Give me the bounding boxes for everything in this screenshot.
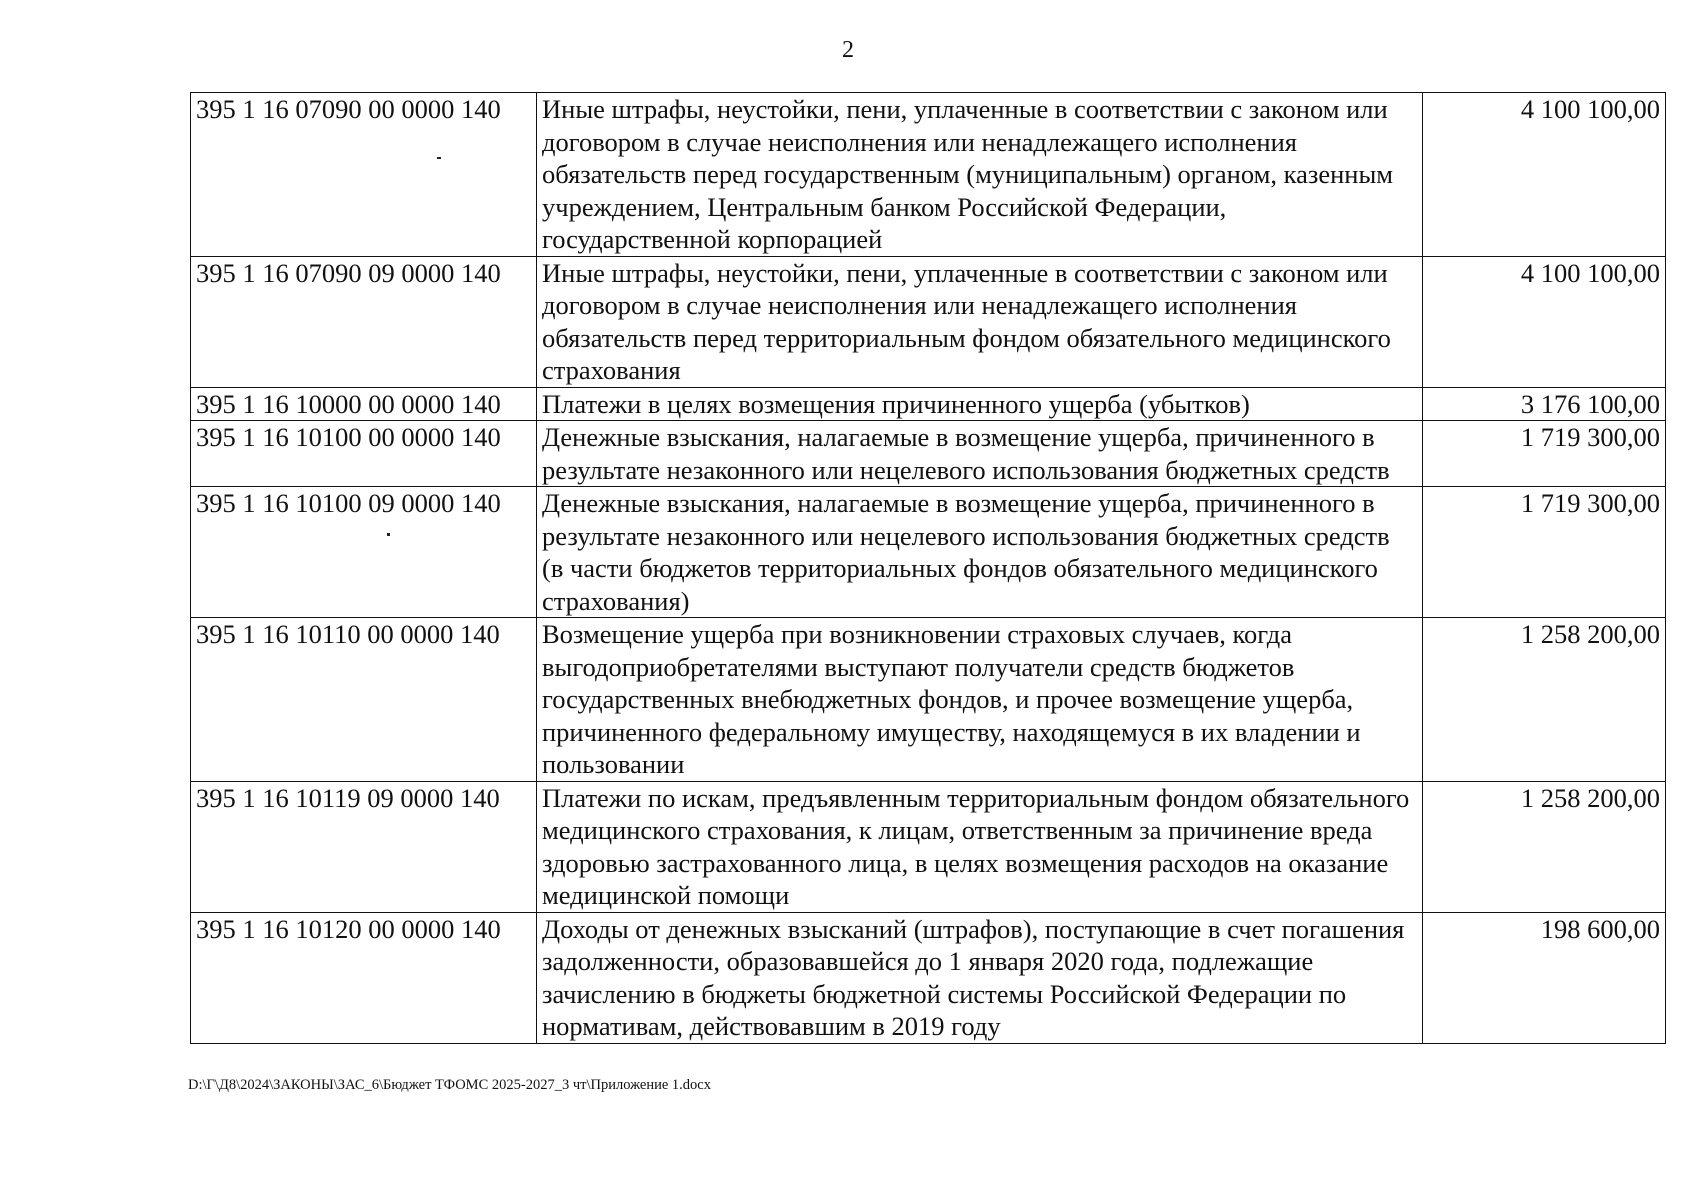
table-row <box>191 421 1666 487</box>
income-code: 395 1 16 10120 00 0000 140 <box>196 913 501 944</box>
amount-cell: 1 719 300,00 <box>1423 487 1666 618</box>
income-code-cell <box>191 912 537 1043</box>
amount-cell: 4 100 100,00 <box>1423 93 1666 257</box>
income-code-cell <box>191 487 537 618</box>
table-row <box>191 618 1666 782</box>
scan-speck <box>387 533 390 536</box>
scan-speck <box>437 157 441 159</box>
document-file-path: D:\Г\Д8\2024\ЗАКОНЫ\ЗАС_6\Бюджет ТФОМС 2025-2027_3 чт\Приложение 1.docx <box>188 1077 711 1093</box>
budget-income-table <box>190 92 1666 1044</box>
table-row <box>191 93 1666 257</box>
income-name-cell: Платежи по искам, предъявленным территориальным фондом обязательного медицинского страхования, к лицам, ответственным за причинение вреда здоровью застрахованного лица, в целях возмещения расходов на оказание медицинской помощи <box>537 781 1423 912</box>
income-code-cell <box>191 781 537 912</box>
amount-cell: 3 176 100,00 <box>1423 387 1666 421</box>
amount-cell: 1 258 200,00 <box>1423 618 1666 782</box>
income-code: 395 1 16 07090 09 0000 140 <box>196 257 501 288</box>
amount-cell: 198 600,00 <box>1423 912 1666 1043</box>
income-name-cell: Иные штрафы, неустойки, пени, уплаченные в соответствии с законом или договором в случае неисполнения или ненадлежащего исполнения обязательств перед государственным (муниципальным) органом, казенным учреждением, Центральным банком Российской Федерации, государственной корпорацией <box>537 93 1423 257</box>
income-code: 395 1 16 10100 09 0000 140 <box>196 488 501 518</box>
amount-cell: 1 719 300,00 <box>1423 421 1666 487</box>
income-code: 395 1 16 10119 09 0000 140 <box>196 782 500 813</box>
income-code: 395 1 16 10000 00 0000 140 <box>196 388 501 419</box>
income-code: 395 1 16 10100 00 0000 140 <box>196 422 501 452</box>
income-name-cell: Платежи в целях возмещения причиненного ущерба (убытков) <box>537 387 1423 421</box>
income-name-cell: Доходы от денежных взысканий (штрафов), поступающие в счет погашения задолженности, образовавшейся до 1 января 2020 года, подлежащие зачислению в бюджеты бюджетной системы Российской Федерации по нормативам, действовавшим в 2019 году <box>537 912 1423 1043</box>
amount-cell: 4 100 100,00 <box>1423 256 1666 387</box>
table-row <box>191 487 1666 618</box>
income-code-cell <box>191 93 537 257</box>
table-row <box>191 912 1666 1043</box>
income-name-cell: Денежные взыскания, налагаемые в возмещение ущерба, причиненного в результате незаконного или нецелевого использования бюджетных средств <box>537 421 1423 487</box>
income-code-cell <box>191 421 537 487</box>
table-row <box>191 387 1666 421</box>
income-code-cell <box>191 256 537 387</box>
income-name-cell: Денежные взыскания, налагаемые в возмещение ущерба, причиненного в результате незаконного или нецелевого использования бюджетных средств (в части бюджетов территориальных фондов обязательного медицинского страхования) <box>537 487 1423 618</box>
table-row <box>191 781 1666 912</box>
income-name-cell: Иные штрафы, неустойки, пени, уплаченные в соответствии с законом или договором в случае неисполнения или ненадлежащего исполнения обязательств перед территориальным фондом обязательного медицинского страхования <box>537 256 1423 387</box>
amount-cell: 1 258 200,00 <box>1423 781 1666 912</box>
income-name-cell: Возмещение ущерба при возникновении страховых случаев, когда выгодоприобретателями выступают получатели средств бюджетов государственных внебюджетных фондов, и прочее возмещение ущерба, причиненного федеральному имуществу, находящемуся в их владении и пользовании <box>537 618 1423 782</box>
page-number: 2 <box>842 37 854 63</box>
income-code-cell <box>191 618 537 782</box>
table-row <box>191 256 1666 387</box>
income-code: 395 1 16 10110 00 0000 140 <box>196 619 500 649</box>
income-code-cell <box>191 387 537 421</box>
income-code: 395 1 16 07090 00 0000 140 <box>196 94 501 124</box>
